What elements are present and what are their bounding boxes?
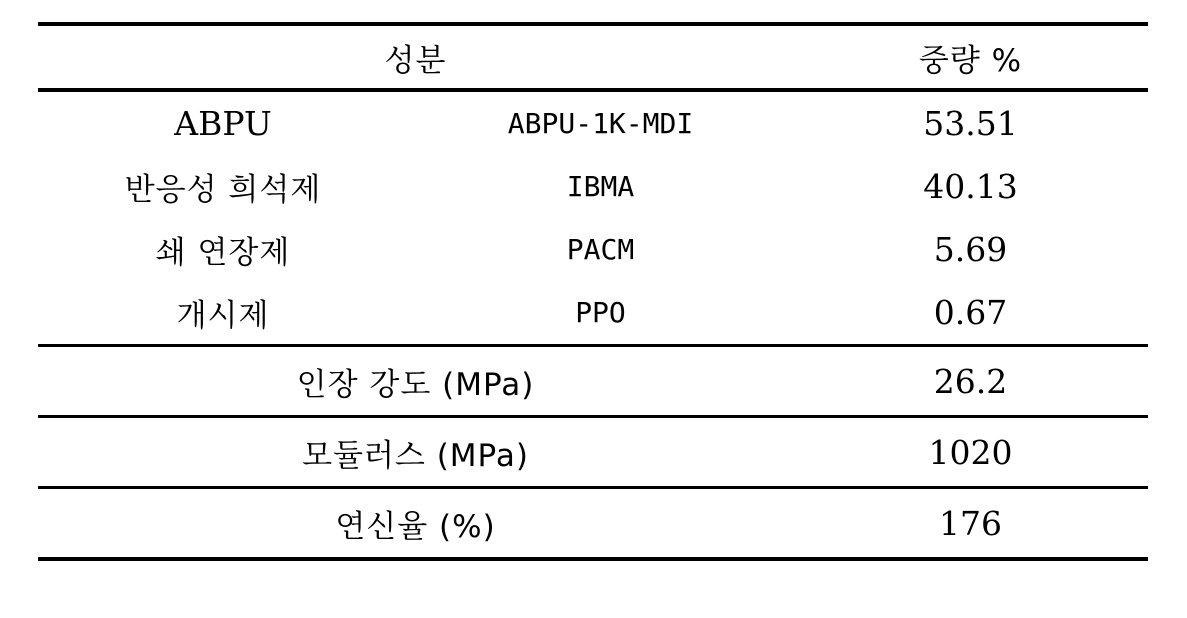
- specification-table: [38, 22, 1148, 561]
- table-row: [38, 281, 1148, 346]
- row-value: 53.51: [923, 104, 1018, 143]
- row-value: 5.69: [933, 230, 1008, 269]
- row-category: 개시제: [176, 298, 270, 334]
- property-value: 1020: [793, 417, 1148, 488]
- table-header-row: [38, 24, 1148, 90]
- property-value: 176: [793, 488, 1148, 560]
- table-row: [38, 218, 1148, 281]
- row-category: ABPU: [174, 104, 272, 143]
- row-material: IBMA: [566, 170, 635, 203]
- row-value: 40.13: [923, 167, 1018, 206]
- row-category: 쇄 연장제: [155, 235, 291, 271]
- header-component: 성분: [38, 24, 793, 90]
- table-row: [38, 90, 1148, 155]
- row-value: 0.67: [933, 293, 1008, 332]
- property-label: 연신율 (%): [38, 488, 793, 560]
- property-label: 인장 강도 (MPa): [38, 346, 793, 417]
- property-row: [38, 488, 1148, 560]
- property-label: 모듈러스 (MPa): [38, 417, 793, 488]
- row-material: ABPU-1K-MDI: [507, 107, 694, 140]
- header-weight-percent: 중량 %: [793, 24, 1148, 90]
- row-material: PACM: [566, 233, 635, 266]
- property-row: [38, 417, 1148, 488]
- row-material: PPO: [575, 296, 626, 329]
- table-row: [38, 155, 1148, 218]
- property-row: [38, 346, 1148, 417]
- property-value: 26.2: [793, 346, 1148, 417]
- row-category: 반응성 희석제: [124, 172, 322, 208]
